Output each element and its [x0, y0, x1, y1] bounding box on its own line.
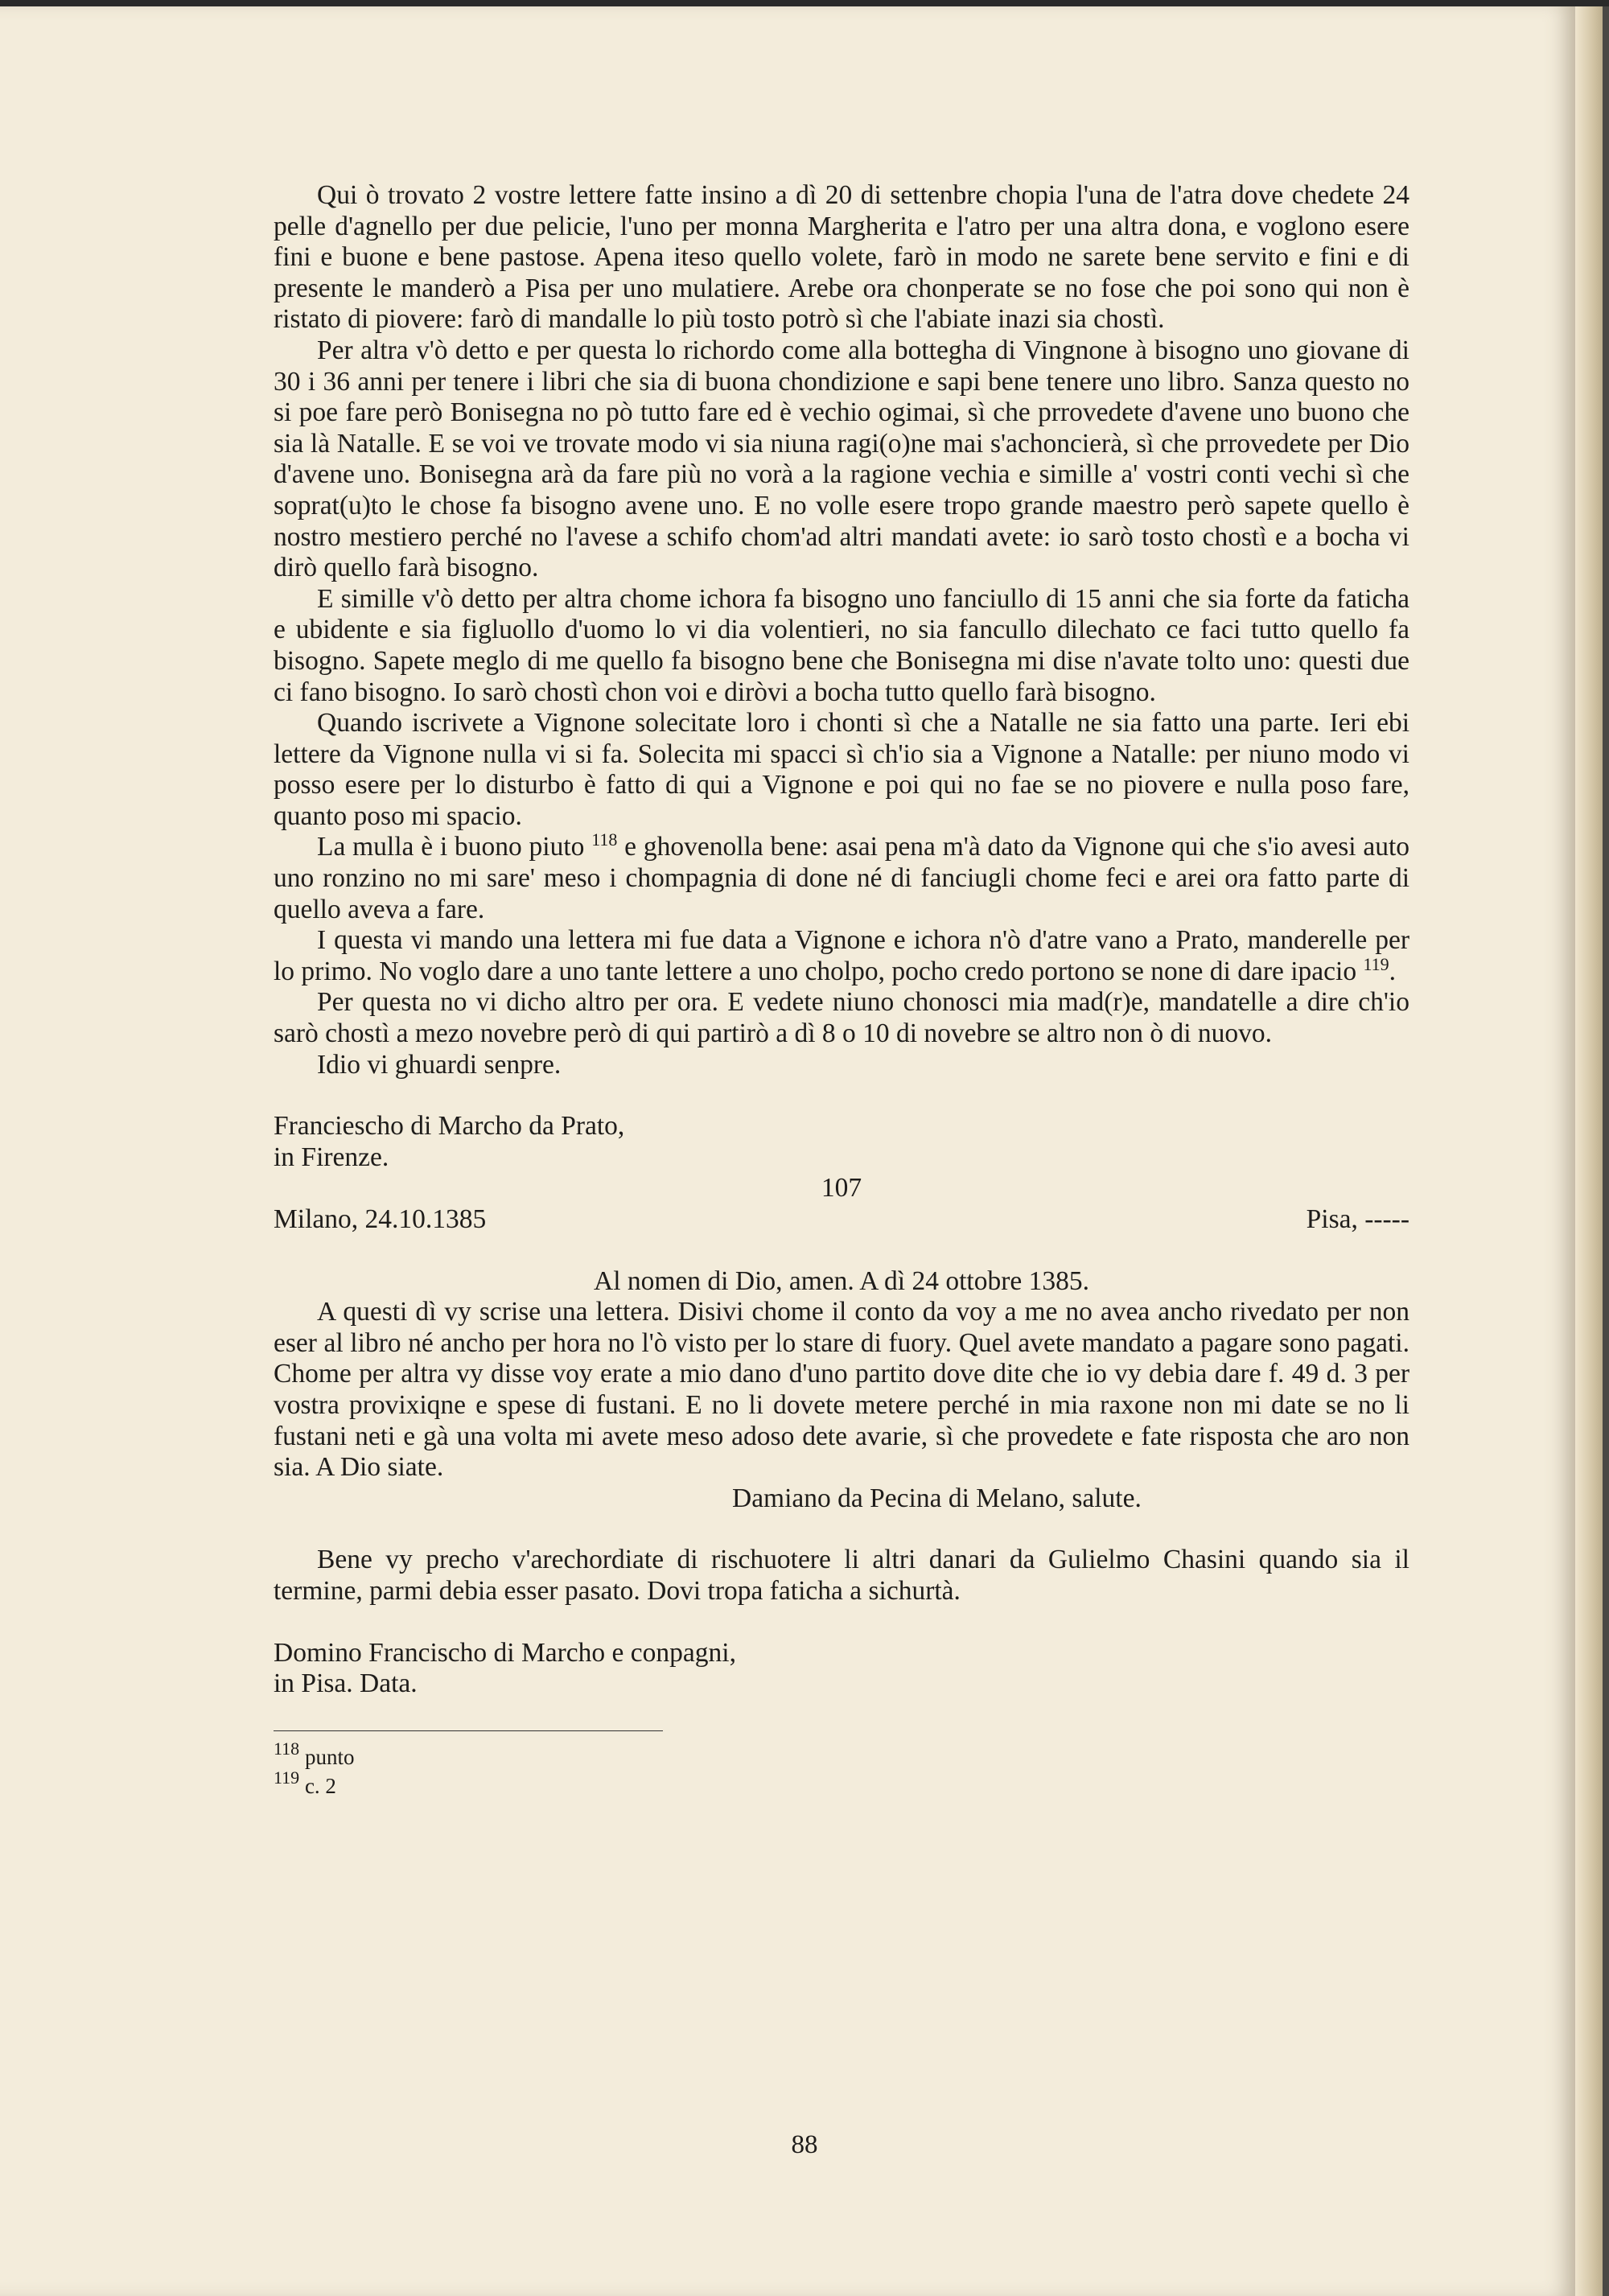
page-body	[274, 180, 1409, 1800]
binding-shadow	[1603, 6, 1609, 2296]
paragraph: Per questa no vi dicho altro per ora. E vedete niuno chonosci mia mad(r)e, mandatelle a dire ch'io sarò chostì a mezo novebre però di qui partirò a dì 8 o 10 di novebre se altro non ò di nuovo.	[274, 987, 1409, 1049]
paragraph: Quando iscrivete a Vignone solecitate loro i chonti sì che a Natalle ne sia fatto una parte. Ieri ebi lettere da Vignone nulla vi si fa. Solecita mi spacci sì ch'io sia a Vignone a Natalle: per niuno modo vi posso esere per lo disturbo è fatto di qui a Vignone e poi qui no fae se no piovere e nulla poso fare, quanto poso mi spacio.	[274, 708, 1409, 831]
postscript: Bene vy precho v'arechordiate di rischuotere li altri danari da Gulielmo Chasini quando sia il termine, parmi debia esser pasato. Dovi tropa faticha a sichurtà.	[274, 1545, 1409, 1606]
address-line: Franciescho di Marcho da Prato,	[274, 1111, 625, 1142]
address-line: in Firenze.	[274, 1142, 389, 1172]
page-number: 88	[791, 2130, 818, 2159]
letter-header	[274, 1204, 1409, 1236]
footnote: $^{119}$ c. 2	[274, 1767, 336, 1798]
paragraph: Qui ò trovato 2 vostre lettere fatte insino a dì 20 di settenbre chopia l'una de l'atra dove chedete 24 pelle d'agnello per due pelicie, l'uno per monna Margherita e l'atro per una altra dona, e voglono esere fini e buone e bene pastose. Apena iteso quello volete, farò in modo ne sarete bene servito e fini e di presente le manderò a Pisa per uno mulatiere. Arebe ora chonperate se no fose che poi sono qui non è ristato di piovere: farò di mandalle lo più tosto potrò sì che l'abiate inazi sia chostì.	[274, 180, 1409, 335]
top-edge	[0, 0, 1609, 6]
paragraph: Per altra v'ò detto e per questa lo richordo come alla bottegha di Vingnone à bisogno uno giovane di 30 i 36 anni per tenere i libri che sia di buona chondizione e sapi bene tenere uno libro. Sanza questo no si poe fare però Bonisegna no pò tutto fare ed è vechio ogimai, sì che prrovedete d'avene uno buono che sia là Natalle. E se voi ve trovate modo vi sia niuna ragi(o)ne mai s'achoncierà, sì che prrovedete per Dio d'avene uno. Bonisegna arà da fare più no vorà a la ragione vechia e simille a' vostri conti vechi sì che soprat(u)to le chose fa bisogno avene uno. E no volle esere tropo grande maestro però sapete quello è nostro mestiero perché no l'avese a schifo chom'ad altri mandati avete: io sarò tosto chostì e a bocha vi dirò quello farà bisogno.	[274, 335, 1409, 583]
footnote: $^{118}$ punto	[274, 1738, 355, 1769]
signature: Damiano da Pecina di Melano, salute.	[732, 1483, 1142, 1513]
spacer	[274, 1236, 1409, 1266]
paragraph: La mulla è i buono piuto $^{118}$ e ghovenolla bene: asai pena m'à dato da Vignone qui che s'io avesi auto uno ronzino no mi sare' meso i chompagnia di done né di fanciugli chome feci e arei ora fatto parte di quello aveva a fare.	[274, 829, 1410, 924]
paragraph: I questa vi mando una lettera mi fue data a Vignone e ichora n'ò d'atre vano a Prato, manderelle per lo primo. No voglo dare a uno tante lettere a uno cholpo, pocho credo portono se none di dare ipacio $^{119}$.	[274, 925, 1409, 986]
address-line: Domino Francischo di Marcho e conpagni,	[274, 1637, 736, 1668]
letter-number: 107	[821, 1173, 862, 1204]
footnote-ref: 118	[591, 829, 618, 850]
footnote-rule	[274, 1730, 663, 1731]
paragraph: E simille v'ò detto per altra chome ichora fa bisogno uno fanciullo di 15 anni che sia forte da faticha e ubidente e sia figluollo d'uomo lo vi dia volentieri, no sia fancullo dilechato ce faci tutto quello fa bisogno. Sapete meglo di me quello fa bisogno bene che Bonisegna mi dise n'avate tolto uno: questi due ci fano bisogno. Io sarò chostì chon voi e diròvi a bocha tutto quello farà bisogno.	[274, 583, 1409, 707]
spacer	[274, 1080, 1409, 1111]
letter-destination: Pisa, -----	[1306, 1204, 1409, 1234]
spacer	[274, 1514, 1409, 1545]
footnote-ref: 119	[1363, 953, 1389, 974]
paragraph: A questi dì vy scrise una lettera. Disivi chome il conto da voy a me no avea ancho rivedato per non eser al libro né ancho per hora no l'ò visto per lo stare di fuory. Quel avete mandato a pagare sono pagati. Chome per altra vy disse voy erate a mio dano d'uno partito dove dite che io vy debia dare f. 49 d. 3 per vostra provixiqne e spese di fustani. E no li dovete metere perché in mia raxone non mi date se no li fustani neti e gà una volta mi avete meso adoso dete avarie, sì che provedete e fate risposta che aro non sia. A Dio siate.	[274, 1297, 1409, 1483]
letter-opening: Al nomen di Dio, amen. A dì 24 ottobre 1385.	[594, 1265, 1089, 1296]
address-line: in Pisa. Data.	[274, 1669, 418, 1699]
closing: Idio vi ghuardi senpre.	[317, 1049, 562, 1080]
letter-date: Milano, 24.10.1385	[274, 1204, 487, 1234]
spacer	[274, 1607, 1409, 1638]
